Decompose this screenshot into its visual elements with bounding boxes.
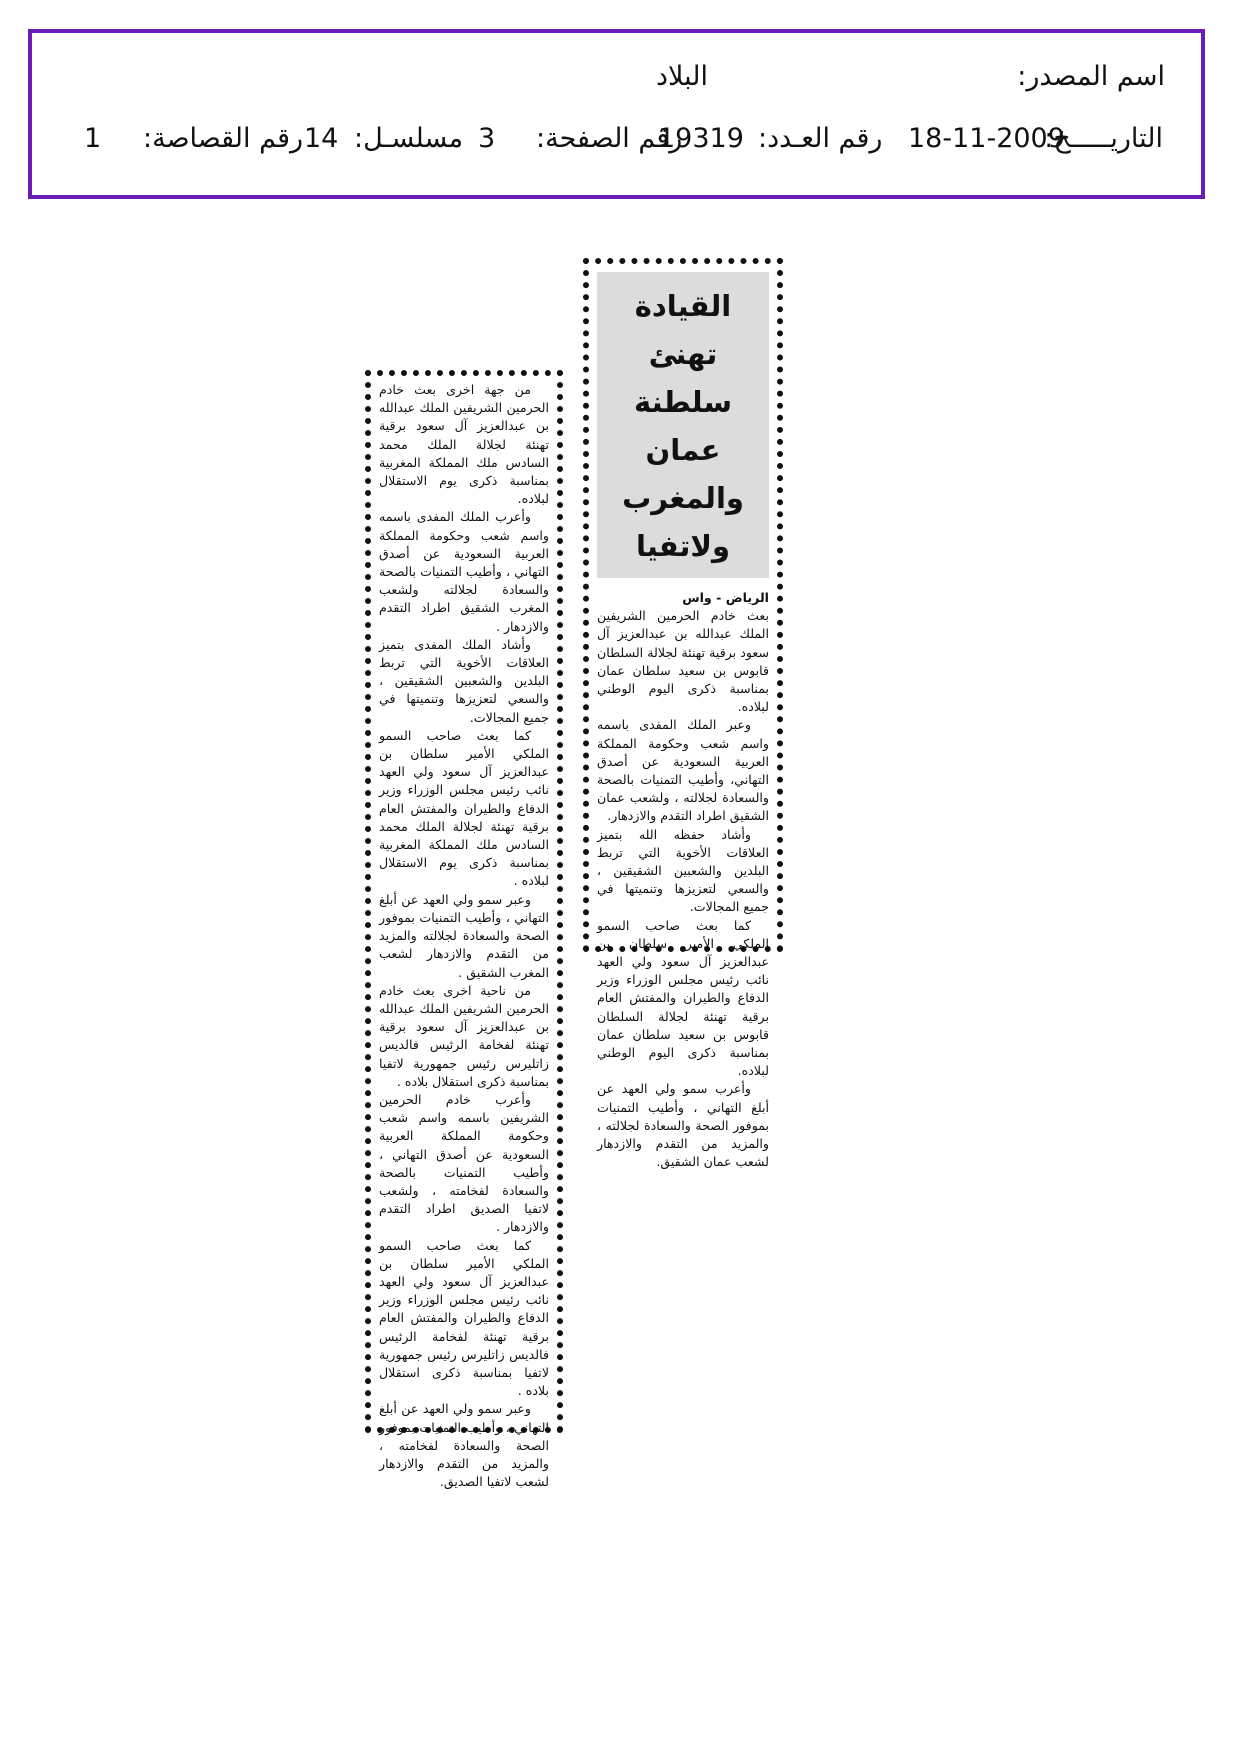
paragraph: وأشاد حفظه الله بتميز العلاقات الأخوية التي تربط البلدين والشعبين الشقيقين ، والسعي لتعزيزها وتنميتها في جميع المجالات. bbox=[597, 826, 769, 915]
clipping-column-right bbox=[583, 258, 783, 1170]
page-value: 3 bbox=[478, 123, 496, 154]
paragraph: كما بعث صاحب السمو الملكي الأمير سلطان بن عبدالعزيز آل سعود ولي العهد نائب رئيس مجلس الوزراء وزير الدفاع والطيران والمفتش العام برقية تهنئة لجلالة الملك محمد السادس ملك المملكة المغربية بمناسبة ذكرى يوم الاستقلال لبلاده . bbox=[379, 727, 549, 889]
paragraph: من ناحية اخرى بعث خادم الحرمين الشريفين الملك عبدالله بن عبدالعزيز آل سعود برقية تهنئة لفخامة الرئيس فالديس زاتليرس رئيس جمهورية لاتفيا بمناسبة ذكرى استقلال بلاده . bbox=[379, 982, 549, 1089]
page-label: رقم الصفحة: bbox=[536, 123, 683, 154]
clip-value: 1 bbox=[84, 123, 102, 154]
paragraph: من جهة اخرى بعث خادم الحرمين الشريفين الملك عبدالله بن عبدالعزيز آل سعود برقية تهنئة لجلالة الملك محمد السادس ملك المملكة المغربية بمناسبة ذكرى يوم الاستقلال لبلاده. bbox=[379, 382, 549, 507]
article-body-right bbox=[589, 584, 777, 1176]
paragraph: وأعرب سمو ولي العهد عن أبلغ التهاني ، وأطيب التمنيات بموفور الصحة والسعادة لجلالته ، والمزيد من التقدم والازدهار لشعب عمان الشقيق. bbox=[597, 1081, 769, 1170]
clip-label: رقم القصاصة: bbox=[143, 123, 304, 154]
issue-value: 19319 bbox=[658, 123, 744, 154]
paragraph: كما بعث صاحب السمو الملكي الأمير سلطان بن عبدالعزيز آل سعود ولي العهد نائب رئيس مجلس الوزراء وزير الدفاع والطيران والمفتش العام برقية تهنئة لفخامة الرئيس فالديس زاتليرس رئيس جمهورية لاتفيا بمناسبة ذكرى استقلال بلاده . bbox=[379, 1237, 549, 1399]
article-body-left bbox=[371, 376, 557, 1495]
serial-label: مسلسـل: bbox=[354, 123, 464, 154]
issue-label: رقم العـدد: bbox=[758, 123, 883, 154]
article-headline: القيادة تهنئ سلطنة عمان والمغرب ولاتفيا bbox=[597, 272, 769, 578]
paragraph: وعبر سمو ولي العهد عن أبلغ التهاني ، وأطيب التمنيات بموفور الصحة والسعادة لفخامته ، والمزيد من التقدم والازدهار لشعب لاتفيا الصديق. bbox=[379, 1401, 549, 1490]
clipping-metadata-box bbox=[28, 29, 1205, 199]
article-dateline: الرياض - واس bbox=[682, 590, 769, 605]
paragraph: وأعرب الملك المفدى باسمه واسم شعب وحكومة المملكة العربية السعودية عن أصدق التهاني ، وأطيب التمنيات بالصحة والسعادة لجلالته ولشعب المغرب الشقيق اطراد التقدم والازدهار . bbox=[379, 509, 549, 634]
paragraph: وأعرب خادم الحرمين الشريفين باسمه واسم شعب وحكومة المملكة العربية السعودية عن أصدق التهاني ، وأطيب التمنيات بالصحة والسعادة لفخامته ، ولشعب لاتفيا الصديق اطراد التقدم والازدهار . bbox=[379, 1091, 549, 1235]
paragraph: وعبر الملك المفدى باسمه واسم شعب وحكومة المملكة العربية السعودية عن أصدق التهاني، وأطيب التمنيات بالصحة والسعادة لجلالته ، ولشعب عمان الشقيق اطراد التقدم والازدهار. bbox=[597, 717, 769, 824]
paragraph: بعث خادم الحرمين الشريفين الملك عبدالله بن عبدالعزيز آل سعود برقية تهنئة لجلالة السلطان قابوس بن سعيد سلطان عمان بمناسبة ذكرى اليوم الوطني لبلاده. bbox=[597, 608, 769, 715]
paragraph: وأشاد الملك المفدى بتميز العلاقات الأخوية التي تربط البلدين والشعبين الشقيقين ، والسعي لتعزيزها وتنميتها في جميع المجالات. bbox=[379, 636, 549, 725]
serial-value: 14 bbox=[304, 123, 339, 154]
clipping-column-left bbox=[365, 370, 563, 1490]
paragraph: كما بعث صاحب السمو الملكي الأمير سلطان بن عبدالعزيز آل سعود ولي العهد نائب رئيس مجلس الوزراء وزير الدفاع والطيران والمفتش العام برقية تهنئة لجلالة السلطان قابوس بن سعيد سلطان عمان بمناسبة ذكرى اليوم الوطني لبلاده. bbox=[597, 917, 769, 1079]
source-label: اسم المصدر: bbox=[1017, 61, 1165, 92]
date-label: التاريـــــخ: bbox=[1044, 123, 1163, 154]
paragraph: وعبر سمو ولي العهد عن أبلغ التهاني ، وأطيب التمنيات بموفور الصحة والسعادة لجلالته والمزيد من التقدم والازدهار لشعب المغرب الشقيق . bbox=[379, 891, 549, 980]
date-value: 18-11-2009 bbox=[908, 123, 1065, 154]
source-value: البلاد bbox=[656, 61, 709, 92]
